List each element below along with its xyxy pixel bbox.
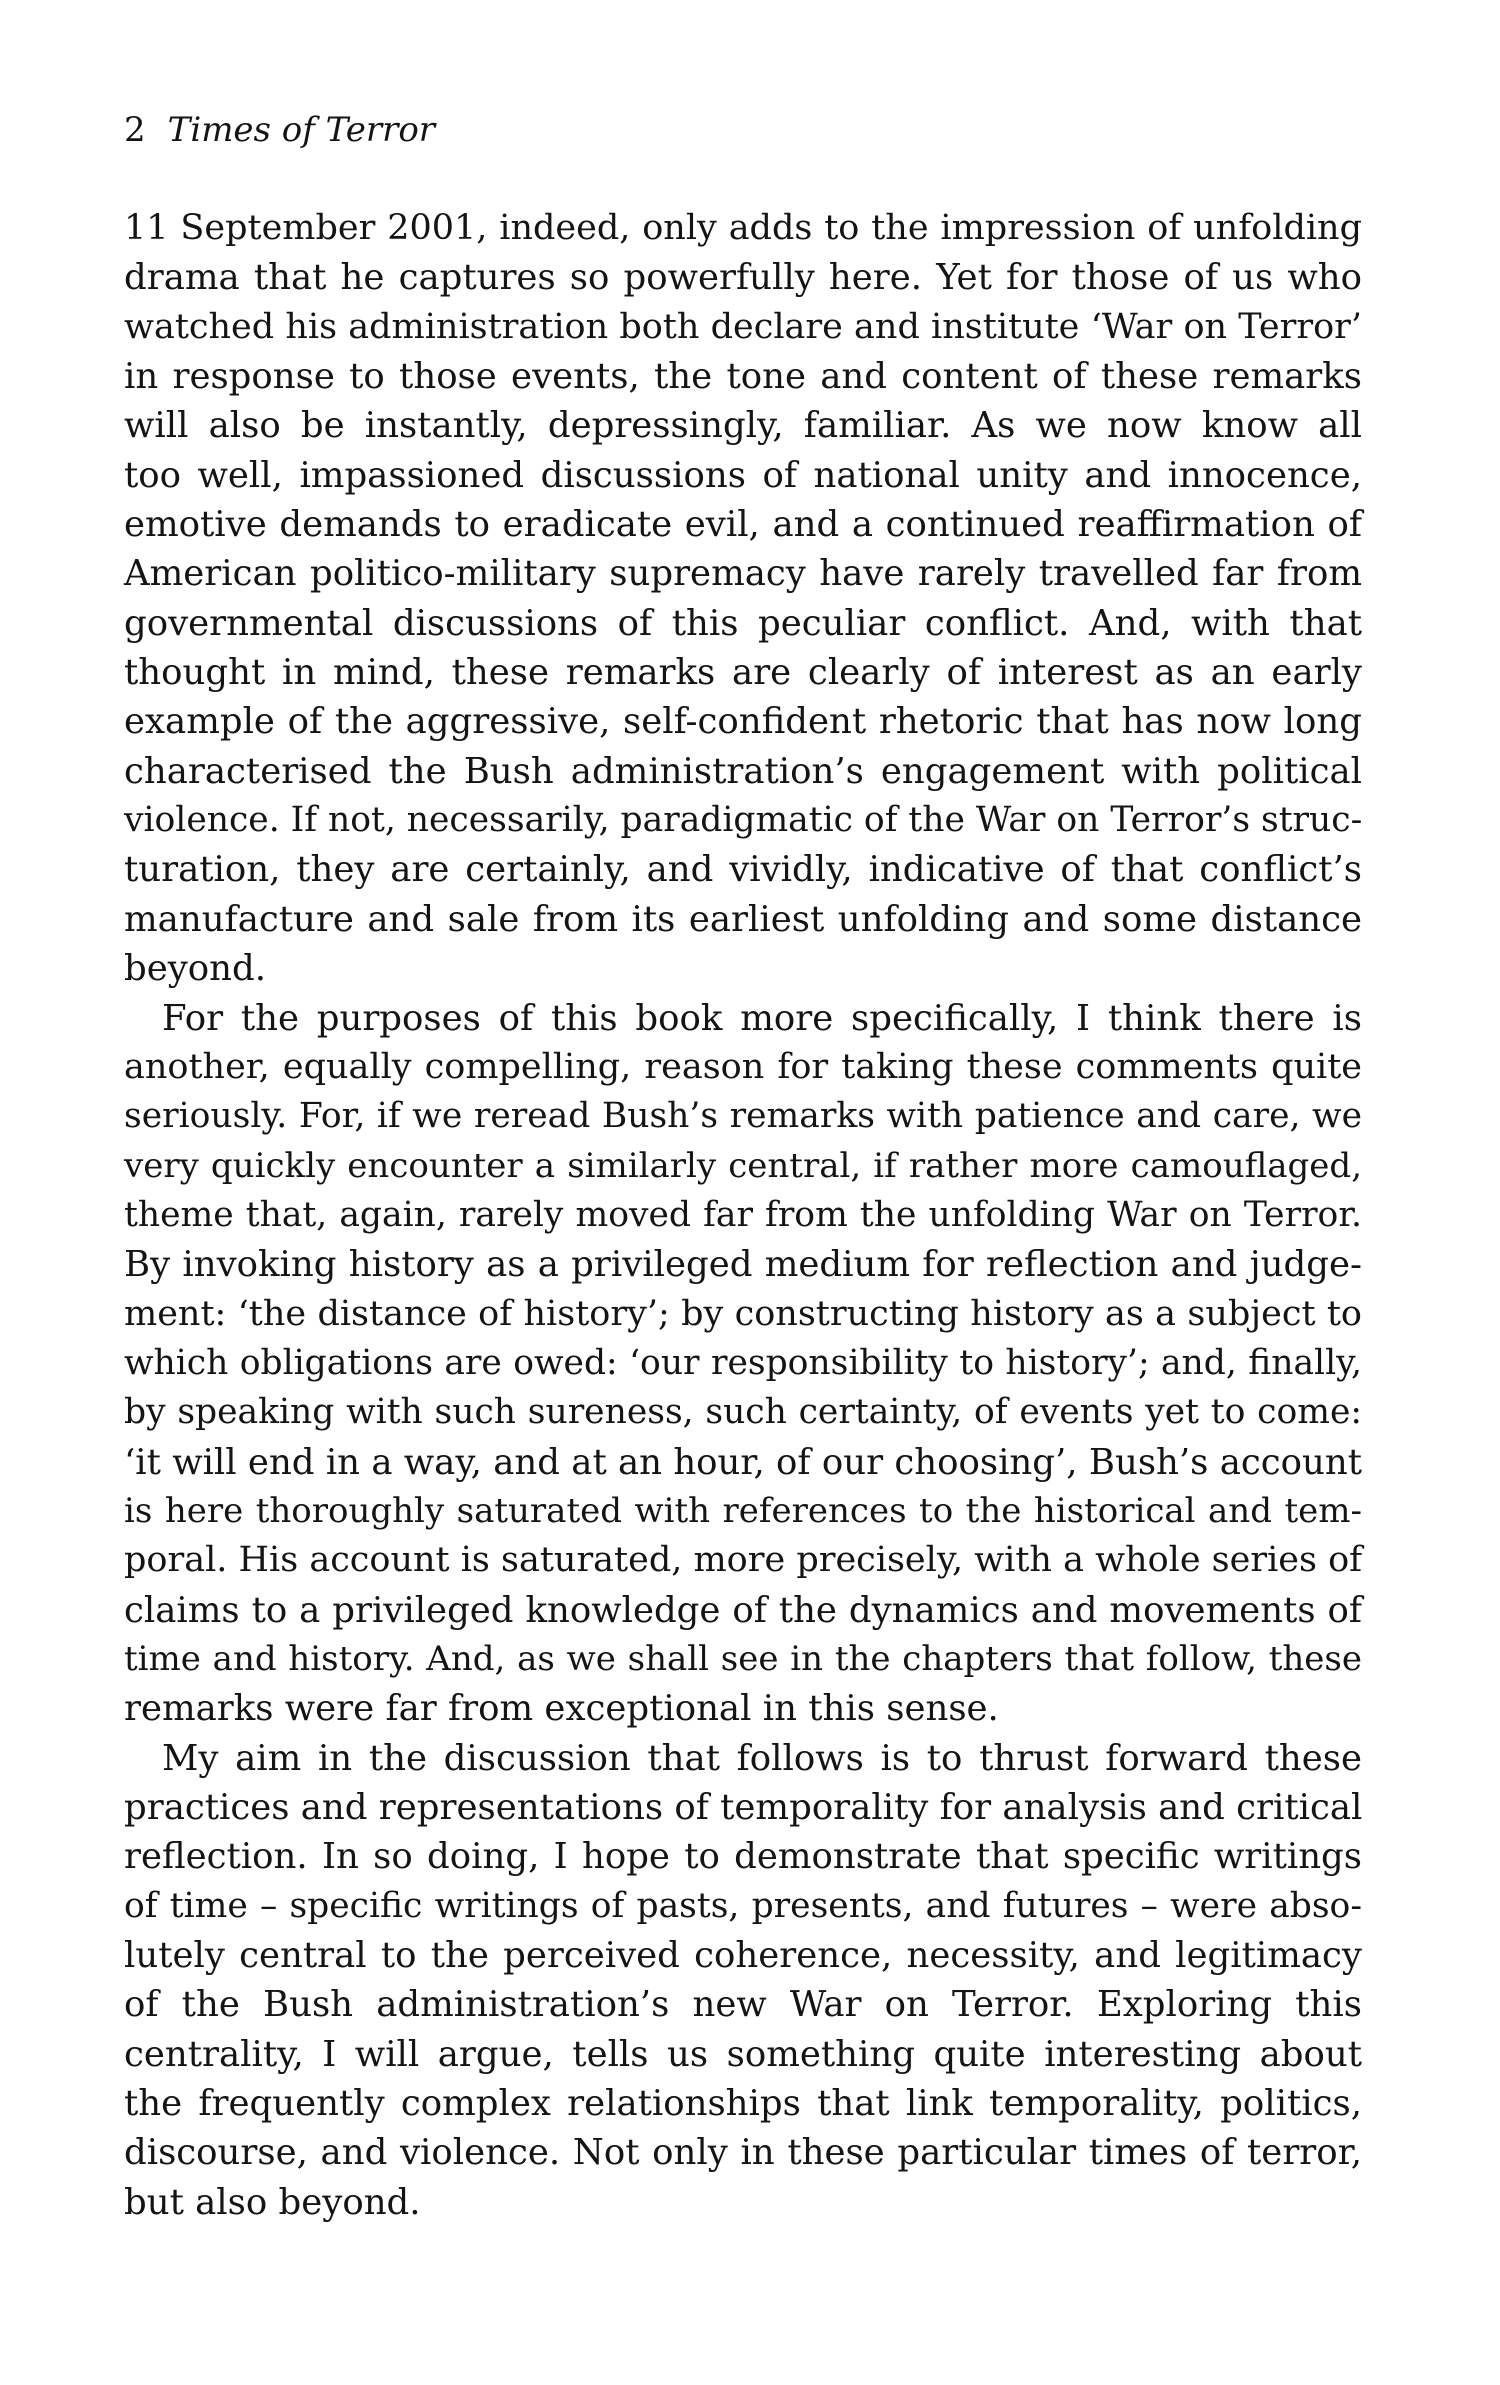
text-line: ‘it will end in a way, and at an hour, of our choosing’, Bush’s account	[124, 1441, 1362, 1483]
text-line: will also be instantly, depressingly, familiar. As we now know all	[124, 405, 1362, 447]
paragraph-1	[124, 204, 1362, 994]
text-line: violence. If not, necessarily, paradigmatic of the War on Terror’s struc-	[124, 800, 1363, 841]
text-line: very quickly encounter a similarly central, if rather more camouflaged,	[124, 1145, 1362, 1186]
text-line: reflection. In so doing, I hope to demonstrate that specific writings	[124, 1836, 1362, 1878]
text-line: remarks were far from exceptional in this sense.	[124, 1688, 999, 1730]
text-line: lutely central to the perceived coherence, necessity, and legitimacy	[124, 1935, 1362, 1977]
text-line: time and history. And, as we shall see in the chapters that follow, these	[124, 1638, 1362, 1679]
text-line: example of the aggressive, self-confident rhetoric that has now long	[124, 701, 1362, 743]
text-line: by speaking with such sureness, such certainty, of events yet to come:	[124, 1392, 1362, 1433]
text-line: My aim in the discussion that follows is to thrust forward these	[162, 1737, 1362, 1779]
text-line: discourse, and violence. Not only in these particular times of terror,	[124, 2132, 1362, 2174]
text-line: seriously. For, if we reread Bush’s remarks with patience and care, we	[124, 1096, 1362, 1137]
paragraph-2	[124, 994, 1362, 1734]
text-line: is here thoroughly saturated with references to the historical and tem-	[124, 1490, 1362, 1531]
text-line: 11 September 2001, indeed, only adds to the impression of unfolding	[124, 208, 1362, 248]
text-line: of the Bush administration’s new War on Terror. Exploring this	[124, 1984, 1362, 2026]
text-line: centrality, I will argue, tells us something quite interesting about	[124, 2033, 1362, 2075]
text-line: claims to a privileged knowledge of the dynamics and movements of	[124, 1589, 1362, 1631]
text-line: For the purposes of this book more specifically, I think there is	[162, 997, 1362, 1039]
text-line: By invoking history as a privileged medium for reflection and judge-	[124, 1244, 1362, 1286]
body-text	[124, 204, 1362, 2227]
text-line: beyond.	[124, 948, 267, 990]
text-line: poral. His account is saturated, more precisely, with a whole series of	[124, 1540, 1363, 1581]
running-head	[124, 108, 435, 152]
text-line: thought in mind, these remarks are clearly of interest as an early	[124, 652, 1362, 694]
text-line: turation, they are certainly, and vividly, indicative of that conflict’s	[124, 849, 1362, 891]
text-line: of time – specific writings of pasts, presents, and futures – were abso-	[124, 1885, 1362, 1926]
text-line: manufacture and sale from its earliest unfolding and some distance	[124, 898, 1362, 940]
text-line: watched his administration both declare and institute ‘War on Terror’	[124, 306, 1362, 347]
text-line: theme that, again, rarely moved far from the unfolding War on Terror.	[124, 1194, 1362, 1235]
text-line: governmental discussions of this peculiar conflict. And, with that	[124, 602, 1362, 644]
text-line: which obligations are owed: ‘our responsibility to history’; and, finally,	[124, 1342, 1362, 1383]
text-line: emotive demands to eradicate evil, and a continued reaffirmation of	[124, 504, 1362, 546]
text-line: drama that he captures so powerfully here. Yet for those of us who	[124, 257, 1362, 299]
page-number: 2	[124, 110, 146, 150]
text-line: characterised the Bush administration’s engagement with political	[124, 750, 1362, 792]
paragraph-3	[124, 1734, 1362, 2227]
text-line: another, equally compelling, reason for taking these comments quite	[124, 1046, 1362, 1087]
text-line: ment: ‘the distance of history’; by constructing history as a subject to	[124, 1293, 1362, 1334]
text-line: in response to those events, the tone and content of these remarks	[124, 356, 1362, 398]
text-line: American politico-military supremacy have rarely travelled far from	[124, 553, 1362, 595]
book-title: Times of Terror	[167, 110, 436, 150]
text-line: but also beyond.	[124, 2181, 421, 2223]
text-line: the frequently complex relationships that link temporality, politics,	[124, 2083, 1362, 2125]
text-line: practices and representations of temporality for analysis and critical	[124, 1787, 1363, 1828]
text-line: too well, impassioned discussions of national unity and innocence,	[124, 454, 1362, 496]
